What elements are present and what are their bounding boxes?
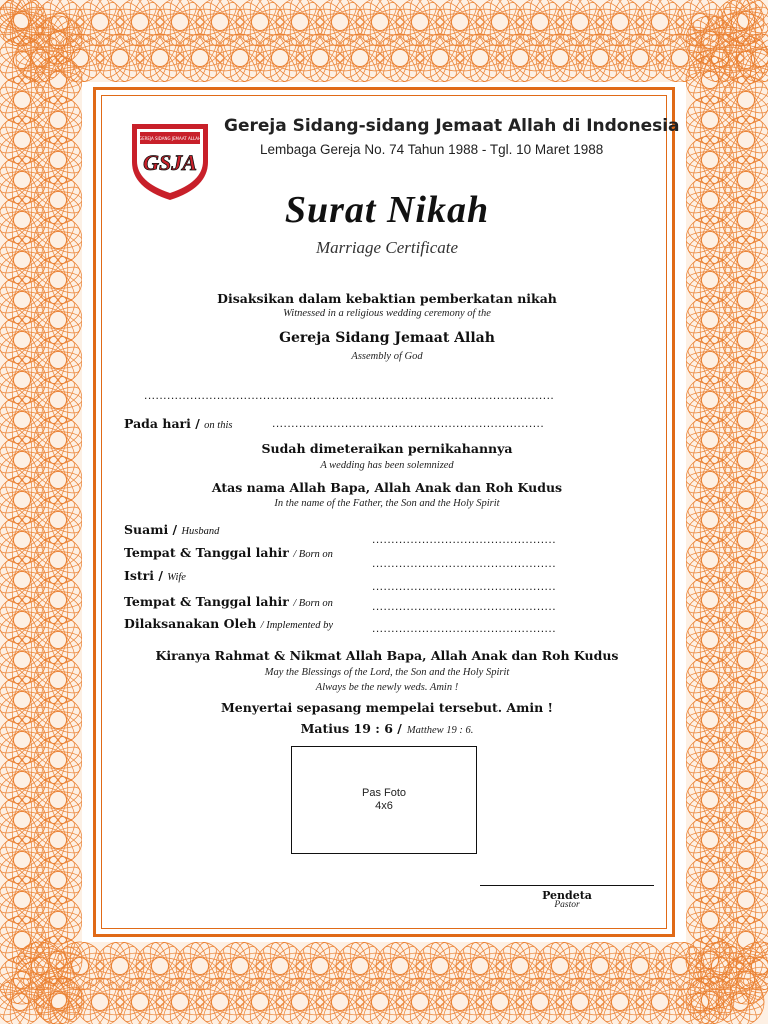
husband-birth-label: Tempat & Tanggal lahir / Born on	[124, 545, 333, 560]
husband-label: Suami / Husband	[124, 522, 220, 537]
svg-text:GSJA: GSJA	[143, 150, 197, 175]
svg-text:GEREJA SIDANG JEMAAT ALLAH: GEREJA SIDANG JEMAAT ALLAH	[138, 136, 202, 141]
signature-role: Pendeta	[542, 889, 592, 902]
wife-field[interactable]: ................................................	[372, 579, 557, 593]
verse-reference: Matius 19 : 6 / Matthew 19 : 6.	[300, 721, 474, 736]
implemented-by-field[interactable]: ................................................	[372, 621, 557, 635]
trinity-line-en: In the name of the Father, the Son and the Holy Spirit	[274, 498, 500, 509]
blessing-line-en-2: Always be the newly weds. Amin !	[315, 682, 459, 693]
photo-label: Pas Foto	[361, 787, 407, 799]
church-name: Gereja Sidang Jemaat Allah	[279, 330, 495, 346]
certificate-panel	[93, 87, 680, 937]
witness-line-en: Witnessed in a religious wedding ceremony of the	[283, 308, 491, 319]
certificate-subtitle: Marriage Certificate	[315, 238, 459, 257]
church-name-en: Assembly of God	[351, 351, 423, 362]
sealed-line-id: Sudah dimeteraikan pernikahannya	[261, 441, 513, 456]
certificate-title: Surat Nikah	[284, 189, 490, 231]
blessing-line-id: Kiranya Rahmat & Nikmat Allah Bapa, Allah Anak dan Roh Kudus	[155, 648, 619, 663]
wife-label: Istri / Wife	[124, 568, 186, 583]
implemented-by-label: Dilaksanakan Oleh / Implemented by	[124, 616, 333, 631]
trinity-line-id: Atas nama Allah Bapa, Allah Anak dan Roh Kudus	[211, 480, 563, 495]
wife-birth-label: Tempat & Tanggal lahir / Born on	[124, 594, 333, 609]
org-registration: Lembaga Gereja No. 74 Tahun 1988 - Tgl. 10 Maret 1988	[260, 142, 604, 157]
signature-line[interactable]	[480, 885, 654, 886]
husband-birth-field[interactable]: ................................................	[372, 556, 557, 570]
signature-role-en: Pastor	[554, 900, 580, 910]
wife-birth-field[interactable]: ................................................	[372, 599, 557, 613]
day-label: Pada hari / on this	[124, 416, 233, 431]
husband-field[interactable]: ................................................	[372, 532, 557, 546]
photo-placeholder[interactable]	[291, 746, 477, 854]
amen-line: Menyertai sepasang mempelai tersebut. Amin !	[220, 700, 554, 715]
date-blank-line[interactable]: ...........................................................................................................	[144, 388, 555, 402]
blessing-line-en-1: May the Blessings of the Lord, the Son and the Holy Spirit	[264, 667, 510, 678]
day-blank[interactable]: .......................................................................	[272, 416, 545, 430]
sealed-line-en: A wedding has been solemnized	[320, 460, 454, 471]
witness-line-id: Disaksikan dalam kebaktian pemberkatan nikah	[217, 291, 557, 306]
photo-size: 4x6	[375, 800, 393, 812]
org-name: Gereja Sidang-sidang Jemaat Allah di Indonesia	[224, 116, 680, 136]
